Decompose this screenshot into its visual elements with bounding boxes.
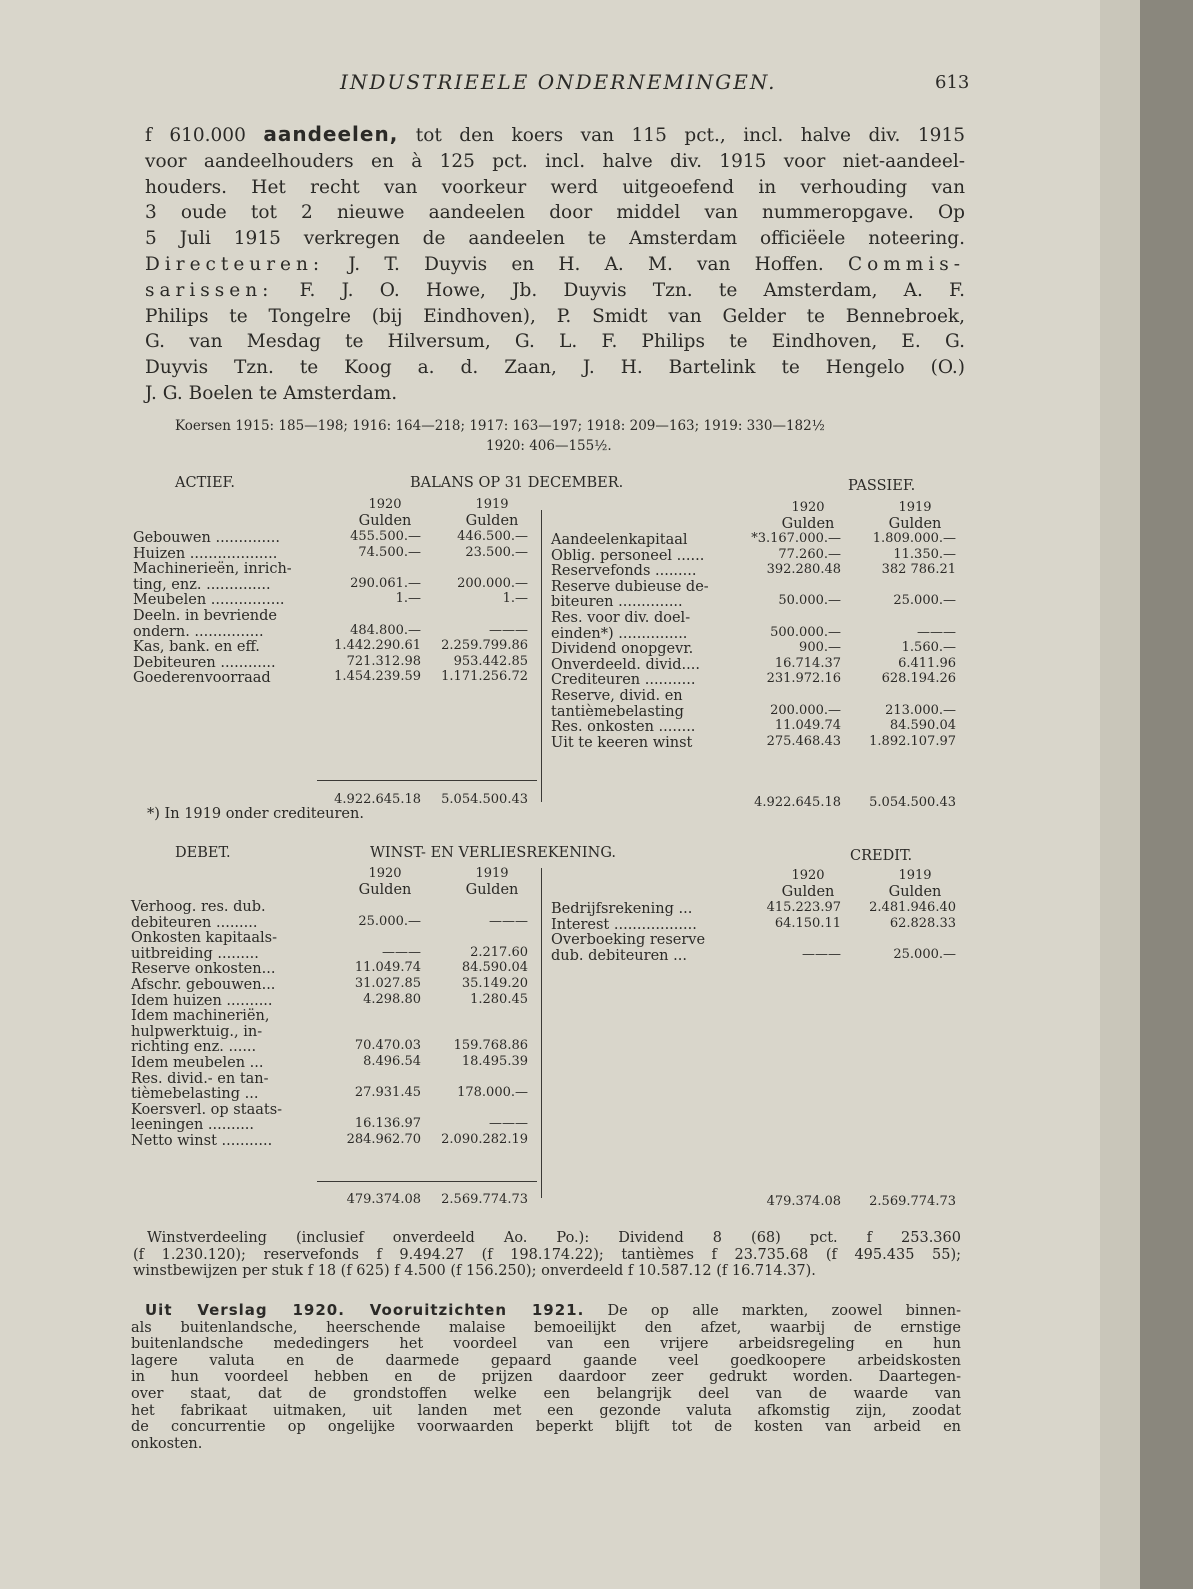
year-1919: 1919 [898,868,932,883]
table-row: Bedrijfsrekening ... 415.223.97 2.481.946.40 [551,900,956,917]
winstverdeeling-line: winstbewijzen per stuk f 18 (f 625) f 4.500 (f 156.250); onverdeeld f 10.587.12 (f 16.714.37). [133,1263,816,1280]
verslag-line: buitenlandsche mededingers het voordeel van een vrijere arbeidsregeling en hun [131,1336,961,1353]
winst-title: WINST- EN VERLIESREKENING. [370,845,616,861]
verslag-line: als buitenlandsche, heerschende malaise bemoeilijkt den afzet, waarbij de ernstige [131,1319,961,1336]
unit-label: Gulden [465,882,519,898]
table-row: Afschr. gebouwen... 31.027.85 35.149.20 [131,975,528,993]
table-row: Reserve, divid. en [551,687,683,704]
table-row: Idem huizen .......... 4.298.80 1.280.45 [131,991,528,1009]
total-value: 2.569.774.73 [869,1194,956,1209]
table-row: Kas, bank. en eff. 1.442.290.61 2.259.799.86 [133,638,528,656]
table-row: Aandeelenkapitaal *3.167.000.— 1.809.000.— [551,531,956,548]
table-row: ondern. ............... 484.800.— ——— [133,622,528,640]
table-row: Machinerieën, inrich- [133,561,292,578]
unit-label: Gulden [888,884,942,900]
unit-label: Gulden [358,513,412,529]
unit-label: Gulden [358,882,412,898]
table-row: Dividend onopgevr. 900.— 1.560.— [551,640,956,658]
table-row: Onkosten kapitaals- [131,930,277,947]
total-rule [317,1181,537,1182]
table-row: Res. voor div. doel- [551,609,691,626]
unit-label: Gulden [465,513,519,529]
total-value: 4.922.645.18 [754,795,841,810]
intro-line: Duyvis Tzn. te Koog a. d. Zaan, J. H. Bartelink te Hengelo (O.) [145,357,965,379]
footnote: *) In 1919 onder crediteuren. [147,806,364,822]
koersen-line: Koersen 1915: 185—198; 1916: 164—218; 1917: 163—197; 1918: 209—163; 1919: 330—182½ [175,418,825,434]
table-row: richting enz. ...... 70.470.03 159.768.86 [131,1038,528,1056]
year-1919: 1919 [475,866,509,881]
running-header: INDUSTRIEELE ONDERNEMINGEN. [340,70,777,94]
table-row: tièmebelasting ... 27.931.45 178.000.— [131,1085,528,1103]
page-edge [1100,0,1140,1589]
credit-heading: CREDIT. [850,848,913,864]
verslag-heading: Uit Verslag 1920. Vooruitzichten 1921. [145,1301,585,1319]
verslag-line: onkosten. [131,1435,203,1452]
year-1920: 1920 [368,866,402,881]
directeuren-label: Directeuren: [145,253,325,275]
table-row: Deeln. in bevriende [133,607,277,624]
year-1919: 1919 [475,497,509,512]
intro-line: f 610.000 [145,125,264,146]
total-value: 479.374.08 [346,1192,421,1207]
commissarissen-label-cont: sarissen: [145,279,274,301]
column-divider [541,510,542,802]
passief-heading: PASSIEF. [848,478,916,494]
intro-bold: aandeelen, [263,122,399,146]
koersen-line: 1920: 406—155½. [486,438,612,454]
intro-line: F. J. O. Howe, Jb. Duyvis Tzn. te Amsterdam, A. F. [273,279,965,301]
total-value: 2.569.774.73 [441,1192,528,1207]
actief-table [133,529,533,685]
table-row: Debiteuren ............ 721.312.98 953.442.85 [133,653,528,671]
verslag-line: de concurrentie op ongelijke voorwaarden beperkt blijft tot de kosten van arbeid en [131,1419,961,1436]
intro-line: G. van Mesdag te Hilversum, G. L. F. Philips te Eindhoven, E. G. [145,331,965,353]
intro-paragraph [145,122,965,407]
year-1919: 1919 [898,500,932,515]
intro-line: voor aandeelhouders en à 125 pct. incl. halve div. 1915 voor niet-aandeel- [145,150,965,172]
table-row: Verhoog. res. dub. [131,899,266,915]
table-row: Uit te keeren winst 275.468.43 1.892.107.97 [551,733,956,751]
table-row: Res. divid.- en tan- [131,1070,269,1087]
table-row: Res. onkosten ........ 11.049.74 84.590.04 [551,718,956,736]
verslag-line: het fabrikaat uitmaken, uit landen met een gezonde valuta afkomstig zijn, zoodat [131,1402,961,1419]
total-value: 5.054.500.43 [869,795,956,810]
year-1920: 1920 [791,868,825,883]
intro-line: houders. Het recht van voorkeur werd uitgeoefend in verhouding van [145,176,965,198]
table-row: Netto winst ........... 284.962.70 2.090.282.19 [131,1131,528,1149]
table-row: Idem machineriën, [131,1008,270,1025]
table-row: leeningen .......... 16.136.97 ——— [131,1116,528,1134]
table-row: Reservefonds ......... 392.280.48 382 786.21 [551,562,956,580]
table-row: Oblig. personeel ...... 77.260.— 11.350.— [551,546,956,564]
table-row: Huizen ................... 74.500.— 23.500.— [133,544,528,562]
actief-heading: ACTIEF. [175,475,235,491]
intro-line: Philips te Tongelre (bij Eindhoven), P. Smidt van Gelder te Bennebroek, [145,305,965,327]
total-value: 5.054.500.43 [441,792,528,807]
winstverdeeling-line: (f 1.230.120); reservefonds f 9.494.27 (f 198.174.22); tantièmes f 23.735.68 (f 495.435 55); [133,1246,961,1263]
debet-heading: DEBET. [175,845,231,861]
winstverdeeling-paragraph [133,1230,961,1280]
table-row: Reserve dubieuse de- [551,578,709,595]
credit-table [551,900,961,962]
balans-title: BALANS OP 31 DECEMBER. [410,475,624,491]
verslag-line: over staat, dat de grondstoffen welke een belangrijk deel van de waarde van [131,1385,961,1402]
table-row: uitbreiding ......... ——— 2.217.60 [131,944,528,962]
page-number: 613 [935,72,970,93]
table-row: Overboeking reserve [551,932,706,949]
table-row: ting, enz. .............. 290.061.— 200.000.— [133,575,528,593]
table-row: Meubelen ................ 1.— 1.— [133,591,528,609]
table-row: Goederenvoorraad 1.454.239.59 1.171.256.72 [133,669,528,687]
passief-table [551,531,961,749]
total-value: 4.922.645.18 [334,792,421,807]
table-row: einden*) ............... 500.000.— ——— [551,624,956,642]
intro-line: tot den koers van 115 pct., incl. halve div. 1915 [398,125,965,146]
table-row: tantièmebelasting 200.000.— 213.000.— [551,702,956,720]
book-binding [1140,0,1193,1589]
intro-line: 5 Juli 1915 verkregen de aandeelen te Amsterdam officiëele noteering. [145,228,965,250]
table-row: Reserve onkosten... 11.049.74 84.590.04 [131,960,528,978]
table-row: hulpwerktuig., in- [131,1023,263,1040]
table-row: Idem meubelen ... 8.496.54 18.495.39 [131,1053,528,1071]
year-1920: 1920 [368,497,402,512]
table-row: Onverdeeld. divid.... 16.714.37 6.411.96 [551,655,956,673]
intro-line: J. T. Duyvis en H. A. M. van Hoffen. [324,253,848,275]
intro-line: 3 oude tot 2 nieuwe aandeelen door middel van nummeropgave. Op [145,202,965,224]
verslag-paragraph [131,1302,961,1452]
commissarissen-label: Commis- [847,253,965,275]
total-value: 479.374.08 [766,1194,841,1209]
total-rule [317,780,537,781]
verslag-line: De op alle markten, zoowel binnen- [584,1303,961,1319]
table-row: dub. debiteuren ... ——— 25.000.— [551,946,956,964]
unit-label: Gulden [781,884,835,900]
unit-label: Gulden [888,516,942,532]
verslag-line: in hun voordeel hebben en de prijzen daardoor zeer gedrukt worden. Daartegen- [131,1369,961,1386]
unit-label: Gulden [781,516,835,532]
winstverdeeling-line: Winstverdeeling (inclusief onverdeeld Ao. Po.): Dividend 8 (68) pct. f 253.360 [147,1230,961,1246]
debet-table [131,898,531,1148]
table-row: Koersverl. op staats- [131,1101,283,1118]
column-divider [541,868,542,1198]
table-row: biteuren .............. 50.000.— 25.000.— [551,593,956,611]
intro-line: J. G. Boelen te Amsterdam. [145,382,398,404]
table-row: debiteuren ......... 25.000.— ——— [131,913,528,931]
table-row: Crediteuren ........... 231.972.16 628.194.26 [551,671,956,689]
verslag-line: lagere valuta en de daarmede gepaard gaande veel goedkoopere arbeidskosten [131,1352,961,1369]
year-1920: 1920 [791,500,825,515]
table-row: Gebouwen .............. 455.500.— 446.500.— [133,529,528,546]
table-row: Interest .................. 64.150.11 62.828.33 [551,915,956,933]
